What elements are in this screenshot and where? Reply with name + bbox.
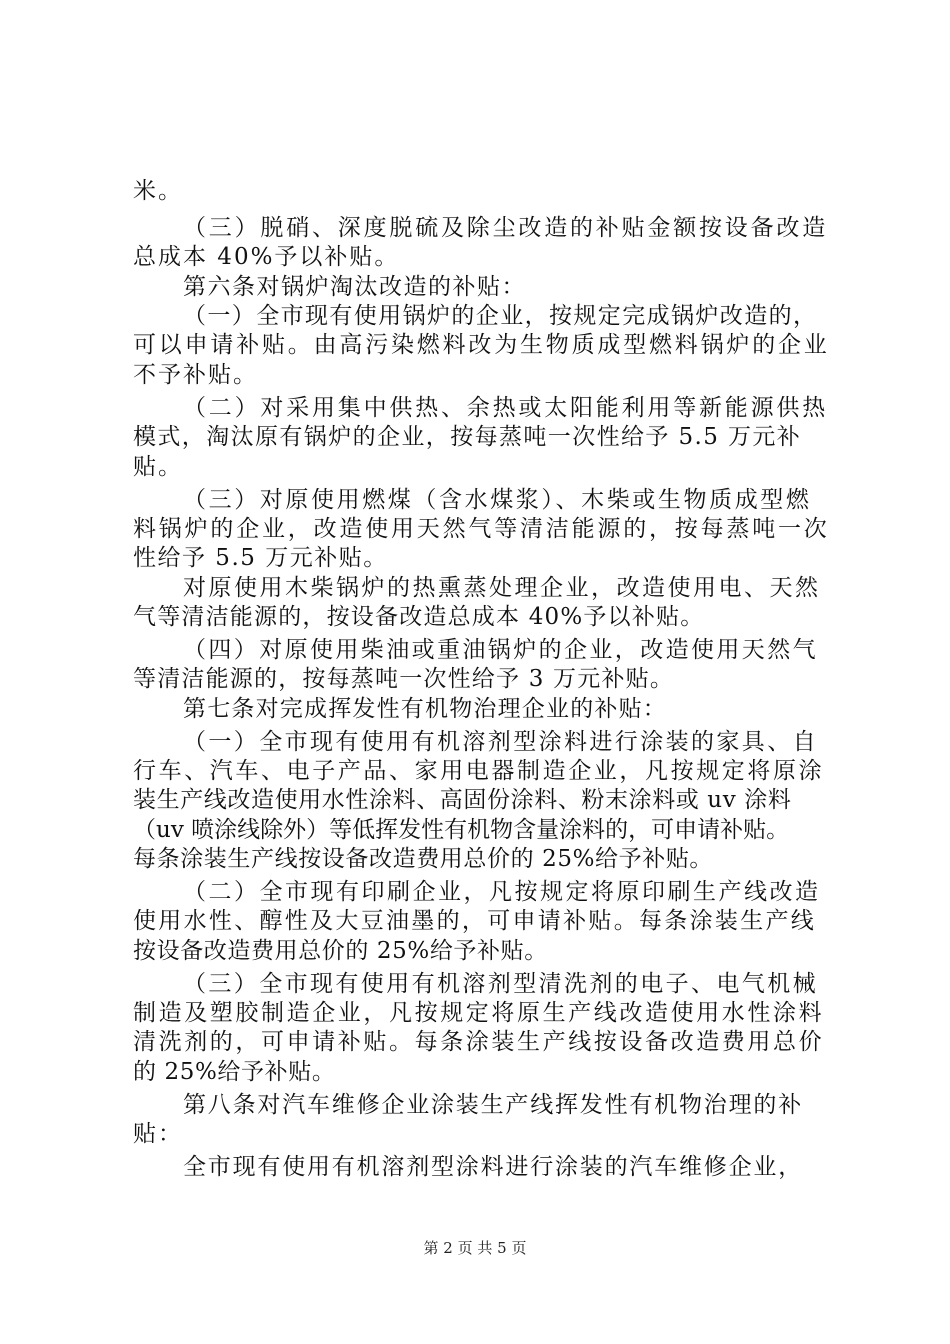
paragraph-line: 米。 xyxy=(133,178,183,204)
paragraph-line: 贴。 xyxy=(133,454,183,480)
paragraph-line: （uv 喷涂线除外）等低挥发性有机物含量涂料的，可申请补贴。 xyxy=(133,817,790,843)
paragraph-line: 总成本 40%予以补贴。 xyxy=(133,244,400,270)
paragraph-line: 不予补贴。 xyxy=(133,362,258,388)
page-number-footer: 第 2 页 共 5 页 xyxy=(423,1239,527,1257)
paragraph-line: 对原使用木柴锅炉的热熏蒸处理企业，改造使用电、天然 xyxy=(183,575,821,601)
paragraph-line: （三）脱硝、深度脱硫及除尘改造的补贴金额按设备改造 xyxy=(183,215,828,241)
paragraph-line: 清洗剂的，可申请补贴。每条涂装生产线按设备改造费用总价 xyxy=(133,1029,825,1055)
paragraph-line: 贴： xyxy=(133,1121,183,1147)
paragraph-line: （二）全市现有印刷企业，凡按规定将原印刷生产线改造 xyxy=(183,879,821,905)
paragraph-line: 第七条对完成挥发性有机物治理企业的补贴： xyxy=(183,696,667,722)
paragraph-line: 等清洁能源的，按每蒸吨一次性给予 3 万元补贴。 xyxy=(133,666,675,692)
paragraph-line: （三）对原使用燃煤（含水煤浆）、木柴或生物质成型燃 xyxy=(183,487,812,513)
paragraph-line: 模式，淘汰原有锅炉的企业，按每蒸吨一次性给予 5.5 万元补 xyxy=(133,424,802,450)
paragraph-line: 行车、汽车、电子产品、家用电器制造企业，凡按规定将原涂 xyxy=(133,758,825,784)
paragraph-line: 料锅炉的企业，改造使用天然气等清洁能源的，按每蒸吨一次 xyxy=(133,516,830,542)
paragraph-line: 全市现有使用有机溶剂型涂料进行涂装的汽车维修企业， xyxy=(183,1154,803,1180)
paragraph-line: 制造及塑胶制造企业，凡按规定将原生产线改造使用水性涂料 xyxy=(133,1000,825,1026)
paragraph-line: 第八条对汽车维修企业涂装生产线挥发性有机物治理的补 xyxy=(183,1092,803,1118)
paragraph-line: （一）全市现有使用有机溶剂型涂料进行涂装的家具、自 xyxy=(183,729,818,755)
paragraph-line: 每条涂装生产线按设备改造费用总价的 25%给予补贴。 xyxy=(133,846,714,872)
paragraph-line: 的 25%给予补贴。 xyxy=(133,1059,336,1085)
paragraph-line: 使用水性、醇性及大豆油墨的，可申请补贴。每条涂装生产线 xyxy=(133,908,817,934)
paragraph-line: 性给予 5.5 万元补贴。 xyxy=(133,545,388,571)
paragraph-line: 装生产线改造使用水性涂料、高固份涂料、粉末涂料或 uv 涂料 xyxy=(133,787,792,813)
paragraph-line: 气等清洁能源的，按设备改造总成本 40%予以补贴。 xyxy=(133,604,705,630)
paragraph-line: 第六条对锅炉淘汰改造的补贴： xyxy=(183,274,526,300)
paragraph-line: （一）全市现有使用锅炉的企业，按规定完成锅炉改造的， xyxy=(183,303,818,329)
paragraph-line: 按设备改造费用总价的 25%给予补贴。 xyxy=(133,938,548,964)
paragraph-line: （三）全市现有使用有机溶剂型清洗剂的电子、电气机械 xyxy=(183,971,818,997)
paragraph-line: 可以申请补贴。由高污染燃料改为生物质成型燃料锅炉的企业 xyxy=(133,332,830,358)
paragraph-line: （四）对原使用柴油或重油锅炉的企业，改造使用天然气 xyxy=(183,637,818,663)
paragraph-line: （二）对采用集中供热、余热或太阳能利用等新能源供热 xyxy=(183,395,828,421)
